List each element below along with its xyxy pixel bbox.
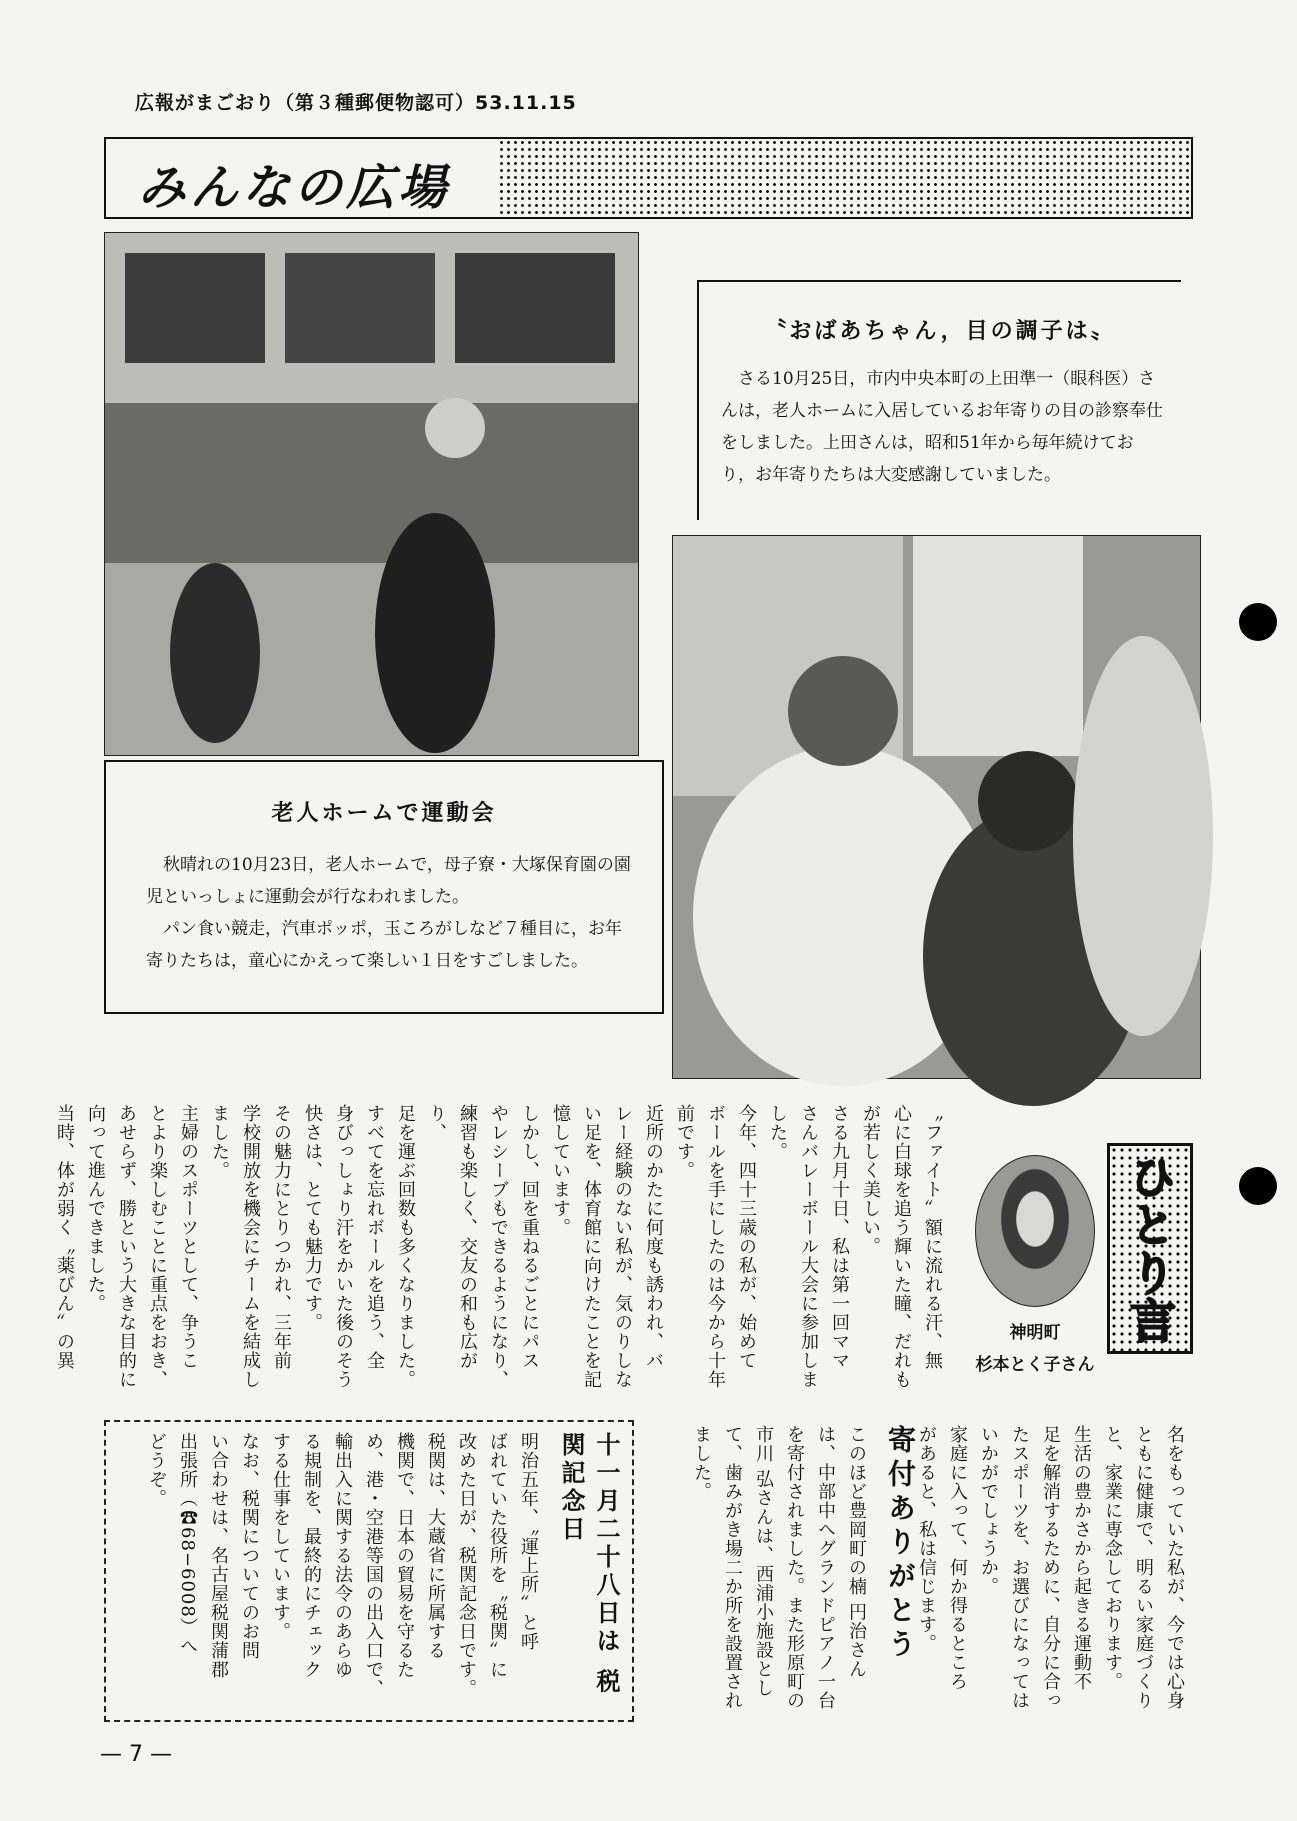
- registration-dot-top: [1239, 603, 1277, 641]
- eye-exam-article: [697, 280, 1181, 520]
- essay-line: 生活の豊かさから起きる運動不: [1071, 1425, 1092, 1691]
- customs-line: どうぞ。: [146, 1432, 167, 1508]
- customs-line: る規制を、最終的にチェック: [301, 1432, 322, 1679]
- essay-line: い足を、体育館に向けたことを記: [581, 1104, 602, 1389]
- essay-line: さる九月十日、私は第一回ママ: [829, 1104, 850, 1370]
- essay-line: 足を運ぶ回数も多くなりました。: [395, 1104, 416, 1389]
- essay-line: とより楽しむことに重点をおき、: [147, 1104, 168, 1389]
- essay-line: ともに健康で、明るい家庭づくり: [1133, 1425, 1154, 1710]
- customs-line: 明治五年、〝運上所〟と呼: [518, 1432, 539, 1651]
- author-name: 杉本とく子さん: [975, 1355, 1095, 1375]
- essay-line: すべてを忘れボールを追う、全: [364, 1104, 385, 1370]
- sports-day-photo: [104, 232, 639, 756]
- eye-exam-photo-art: [673, 536, 1200, 1078]
- essay-line: やレシーブもできるようになり、: [488, 1104, 509, 1389]
- essay-line: 快さは、とても魅力です。: [302, 1104, 323, 1332]
- customs-line: 機関で、日本の貿易を守るた: [394, 1432, 415, 1679]
- eye-exam-photo: [672, 535, 1201, 1079]
- essay-line: があると、私は信じます。: [916, 1425, 937, 1653]
- essay-line: 今年、四十三歳の私が、始めて: [736, 1104, 757, 1370]
- essay-line: その魅力にとりつかれ、三年前: [271, 1104, 292, 1370]
- section-banner: [104, 137, 1193, 219]
- donation-title: 寄付ありがとう: [884, 1425, 917, 1663]
- hitorigoto-plaque-text: ひとり言: [1123, 1152, 1177, 1345]
- essay-line: 練習も楽しく、交友の和も広がり、: [426, 1104, 478, 1370]
- eye-exam-body: さる10月25日，市内中央本町の上田準一（眼科医）さんは，老人ホームに入居しているお年寄りの目の診察奉仕をしました。上田さんは，昭和51年から毎年続けており，お年寄りたちは大変感謝していました。: [721, 369, 1163, 485]
- customs-day-title: 十一月二十八日は 税関記念日: [557, 1432, 620, 1697]
- customs-line: 税関は、大蔵省に所属する: [425, 1432, 446, 1660]
- essay-line: 心に白球を追う輝いた瞳、だれも: [891, 1104, 912, 1389]
- customs-line: 出張所（☎68−6008）へ: [177, 1432, 198, 1656]
- sports-day-body-2: パン食い競走，汽車ポッポ，玉ころがしなど７種目に，お年寄りたちは，童心にかえって楽しい１日をすごしました。: [146, 919, 622, 971]
- essay-line: 名をもっていた私が、今では心身: [1164, 1425, 1185, 1710]
- publication-header: 広報がまごおり（第３種郵便物認可）53.11.15: [135, 92, 577, 114]
- eye-exam-title: 〝おばあちゃん，目の調子は〟: [764, 319, 1116, 344]
- customs-line: 輸出入に関する法令のあらゆ: [332, 1432, 353, 1679]
- sports-day-title: 老人ホームで運動会: [271, 801, 497, 826]
- essay-line: さんバレーボール大会に参加しま: [798, 1104, 819, 1389]
- customs-line: なお、税関についてのお問: [239, 1432, 260, 1660]
- sports-day-body-1: 秋晴れの10月23日，老人ホームで，母子寮・大塚保育園の園児といっしょに運動会が行なわれました。: [146, 855, 631, 907]
- essay-line: あせらず、勝という大きな目的に: [116, 1104, 137, 1389]
- essay-line: しかし、回を重ねるごとにパス: [519, 1104, 540, 1370]
- essay-line: たスポーツを、お選びになっては: [1009, 1425, 1030, 1710]
- customs-line: する仕事をしています。: [270, 1432, 291, 1641]
- author-town: 神明町: [1009, 1323, 1061, 1343]
- donation-line: このほど豊岡町の楠 円治さん: [846, 1425, 867, 1679]
- donation-line: は、中部中へグランドピアノ一台: [815, 1425, 836, 1710]
- author-portrait: [975, 1155, 1095, 1307]
- donation-article: [648, 1425, 920, 1725]
- sports-day-photo-art: [105, 233, 638, 755]
- sports-day-article: [104, 760, 664, 1014]
- essay-line: 近所のかたに何度も誘われ、バ: [643, 1104, 664, 1370]
- donation-line: 市川 弘さんは、西浦小施設とし: [753, 1425, 774, 1698]
- essay-line: ました。: [209, 1104, 230, 1180]
- essay-line: ボールを手にしたのは今から十年: [705, 1104, 726, 1389]
- essay-line: 家庭に入って、何か得るところ: [947, 1425, 968, 1691]
- essay-line: 向って進んできました。: [85, 1104, 106, 1313]
- essay-line: 〝ファイト〟額に流れる汗、無: [922, 1104, 943, 1370]
- customs-line: 改めた日が、税関記念日です。: [456, 1432, 477, 1698]
- banner-title-area: [106, 139, 496, 217]
- hitorigoto-plaque: [1107, 1143, 1193, 1354]
- essay-line: 当時、体が弱く〝薬びん〟の異: [54, 1104, 75, 1370]
- banner-title: みんなの広場: [138, 160, 451, 216]
- essay-line: した。: [767, 1104, 788, 1161]
- page-number: — 7 —: [100, 1742, 172, 1767]
- essay-line: 前です。: [674, 1104, 695, 1180]
- essay-line: レー経験のない私が、気のりしな: [612, 1104, 633, 1389]
- donation-line: を寄付されました。また形原町の: [784, 1425, 805, 1710]
- hitorigoto-essay-upper: [54, 1104, 948, 1404]
- essay-line: いかがでしょうか。: [978, 1425, 999, 1596]
- essay-line: 学校開放を機会にチームを結成し: [240, 1104, 261, 1389]
- essay-line: 身びっしょり汗をかいた後のそう: [333, 1104, 354, 1389]
- essay-line: 憶しています。: [550, 1104, 571, 1237]
- donation-line: て、歯みがき場二か所を設置され: [722, 1425, 743, 1710]
- essay-line: 足を解消するために、自分に合っ: [1040, 1425, 1061, 1710]
- customs-day-article: [104, 1420, 634, 1722]
- customs-line: め、港・空港等国の出入口で、: [363, 1432, 384, 1698]
- customs-line: い合わせは、名古屋税関蒲郡: [208, 1432, 229, 1679]
- essay-line: が若しく美しい。: [860, 1104, 881, 1256]
- customs-line: ばれていた役所を〝税関〟に: [487, 1432, 508, 1679]
- essay-line: と、家業に専念しております。: [1102, 1425, 1123, 1691]
- essay-line: 主婦のスポーツとして、争うこ: [178, 1104, 199, 1370]
- registration-dot-bottom: [1239, 1167, 1277, 1205]
- hitorigoto-essay-lower: [916, 1425, 1190, 1725]
- donation-line: ました。: [691, 1425, 712, 1501]
